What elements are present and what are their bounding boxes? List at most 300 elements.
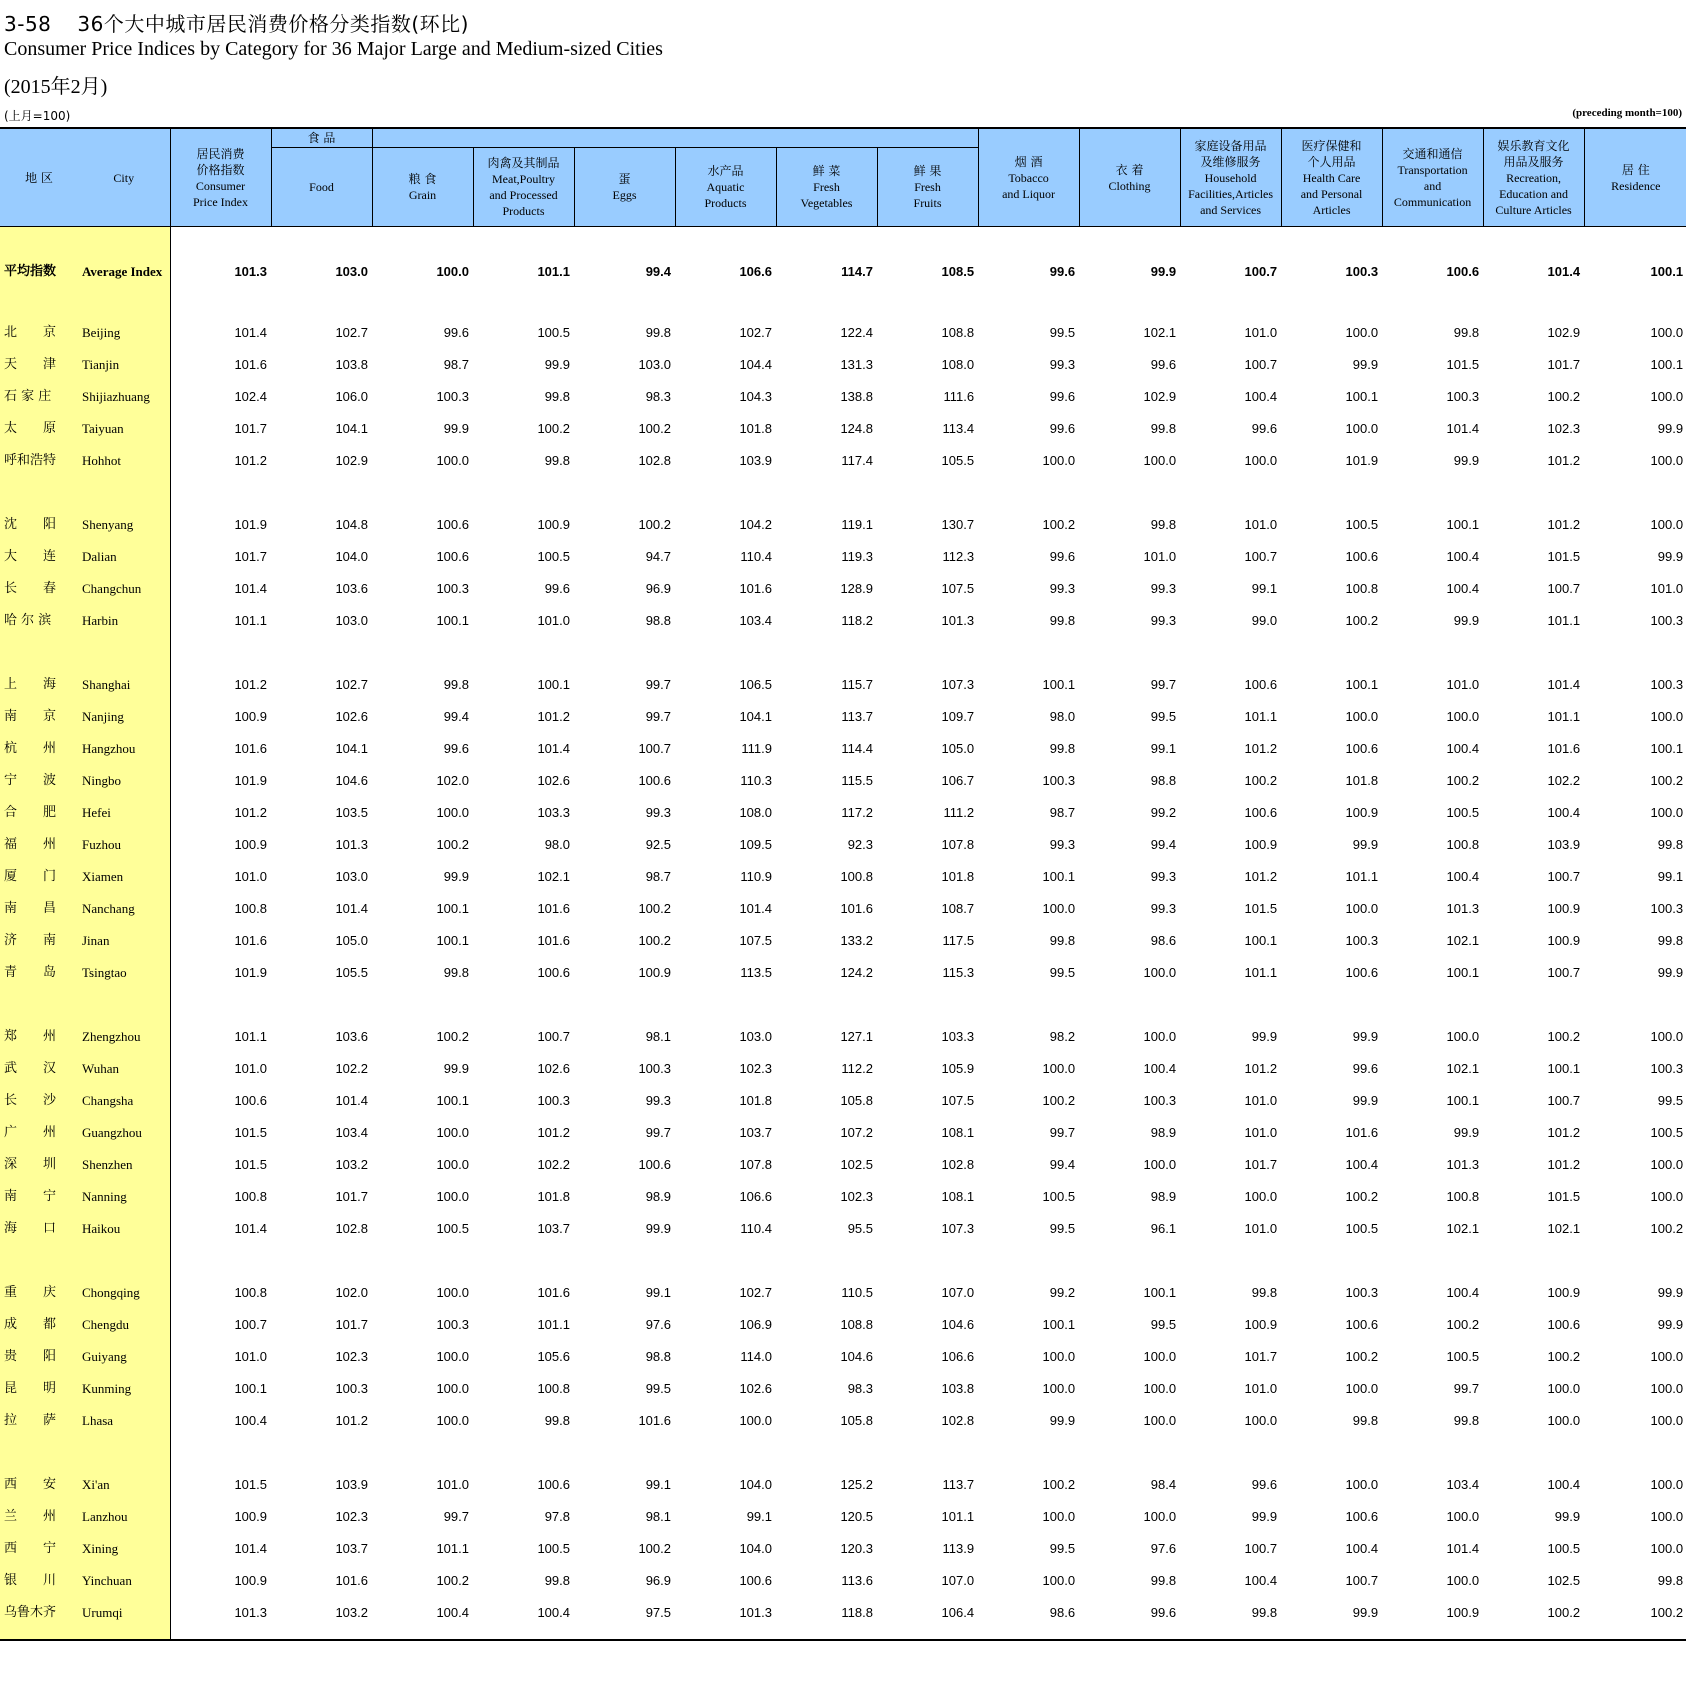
value-cell: 102.5: [840, 1157, 873, 1172]
value-cell: 98.6: [1150, 933, 1177, 948]
value-cell: 99.8: [443, 677, 469, 692]
value-cell: 103.7: [537, 1221, 570, 1236]
value-cell: 100.2: [1042, 1477, 1076, 1492]
value-cell: 99.8: [1657, 933, 1684, 948]
value-cell: 99.4: [1150, 837, 1177, 852]
value-cell: 110.4: [740, 1221, 772, 1236]
value-cell: 100.2: [537, 421, 570, 436]
cpi-table: [0, 127, 1686, 1641]
value-cell: 114.7: [841, 264, 873, 279]
region-cell: 银 川: [0, 1565, 78, 1597]
value-cell: 101.6: [537, 933, 570, 948]
city-cell: Nanjing: [78, 701, 170, 733]
value-cell: 99.5: [1150, 709, 1177, 724]
value-cell: 100.3: [1650, 901, 1684, 916]
value-cell: 98.2: [1049, 1029, 1076, 1044]
value-cell: 101.7: [234, 549, 267, 564]
unit-note-en: (preceding month=100): [1572, 107, 1682, 119]
value-cell: 105.5: [941, 453, 975, 468]
value-cell: 101.0: [234, 1349, 267, 1364]
value-cell: 99.4: [443, 709, 469, 724]
value-cell: 103.0: [335, 613, 368, 628]
spacer-row: [0, 1245, 1686, 1277]
value-cell: 99.7: [1150, 677, 1177, 692]
value-cell: 99.8: [1150, 517, 1177, 532]
value-cell: 100.6: [537, 1477, 570, 1492]
value-cell: 100.0: [1042, 1381, 1076, 1396]
spacer-row: [0, 1437, 1686, 1469]
value-cell: 99.6: [1150, 357, 1177, 372]
value-cell: 100.0: [1650, 1349, 1684, 1364]
value-cell: 103.7: [335, 1541, 368, 1556]
value-cell: 104.1: [335, 741, 368, 756]
value-cell: 101.3: [941, 613, 975, 628]
value-cell: 99.8: [1049, 613, 1076, 628]
value-cell: 100.2: [436, 837, 469, 852]
value-cell: 100.4: [1143, 1061, 1177, 1076]
value-cell: 110.4: [740, 549, 772, 564]
value-cell: 100.8: [537, 1381, 570, 1396]
value-cell: 107.0: [941, 1573, 975, 1588]
value-cell: 99.6: [443, 741, 469, 756]
value-cell: 100.1: [1345, 677, 1379, 692]
region-cell: 宁 波: [0, 765, 78, 797]
spacer-cell: [1079, 989, 1180, 1021]
city-cell: Beijing: [78, 317, 170, 349]
value-cell: 98.9: [1150, 1189, 1177, 1204]
value-cell: 101.2: [1547, 517, 1581, 532]
table-row: [0, 573, 1686, 605]
value-cell: 105.8: [840, 1413, 873, 1428]
value-cell: 99.1: [746, 1509, 772, 1524]
value-cell: 100.6: [1244, 805, 1278, 820]
value-cell: 111.6: [943, 389, 975, 404]
value-cell: 100.2: [1446, 1317, 1480, 1332]
city-cell: Average Index: [78, 227, 170, 318]
spacer-cell: [1180, 1245, 1281, 1277]
value-cell: 102.5: [1547, 1573, 1581, 1588]
value-cell: 92.3: [847, 837, 873, 852]
city-cell: Zhengzhou: [78, 1021, 170, 1053]
value-cell: 99.5: [645, 1381, 671, 1396]
value-cell: 98.1: [645, 1029, 671, 1044]
value-cell: 104.3: [739, 389, 772, 404]
value-cell: 99.3: [645, 805, 671, 820]
value-cell: 103.2: [271, 1597, 372, 1640]
spacer-cell: [170, 989, 271, 1021]
value-cell: 101.0: [1650, 581, 1684, 596]
value-cell: 100.3: [1143, 1093, 1177, 1108]
value-cell: 100.1: [1042, 869, 1076, 884]
table-number: 3-58: [4, 12, 52, 36]
value-cell: 102.8: [638, 453, 671, 468]
value-cell: 131.3: [840, 357, 873, 372]
value-cell: 100.7: [1547, 581, 1581, 596]
value-cell: 100.8: [1446, 1189, 1480, 1204]
table-row: [0, 509, 1686, 541]
region-cell: 大 连: [0, 541, 78, 573]
value-cell: 104.6: [335, 773, 368, 788]
value-cell: 100.2: [1345, 1349, 1379, 1364]
value-cell: 100.6: [436, 517, 469, 532]
spacer-cell: [978, 989, 1079, 1021]
value-cell: 100.3: [1345, 1285, 1379, 1300]
value-cell: 100.8: [234, 901, 267, 916]
value-cell: 128.9: [840, 581, 873, 596]
value-cell: 100.2: [1483, 1597, 1584, 1640]
value-cell: 111.2: [943, 805, 975, 820]
value-cell: 103.4: [739, 613, 772, 628]
value-cell: 101.1: [234, 613, 267, 628]
value-cell: 100.3: [638, 1061, 671, 1076]
value-cell: 99.8: [544, 1573, 570, 1588]
value-cell: 124.8: [840, 421, 873, 436]
header-eggs: 蛋 Eggs: [574, 148, 675, 227]
value-cell: 120.5: [840, 1509, 873, 1524]
value-cell: 101.6: [537, 901, 570, 916]
value-cell: 98.8: [645, 1349, 671, 1364]
value-cell: 100.8: [234, 1285, 267, 1300]
spacer-cell: [1382, 1245, 1483, 1277]
spacer-cell: [78, 989, 170, 1021]
value-cell: 100.0: [1143, 1157, 1177, 1172]
value-cell: 108.0: [941, 357, 975, 372]
value-cell: 99.9: [1281, 1597, 1382, 1640]
spacer-cell: [1281, 1437, 1382, 1469]
value-cell: 103.4: [335, 1125, 368, 1140]
spacer-row: [0, 477, 1686, 509]
value-cell: 110.9: [740, 869, 772, 884]
value-cell: 102.3: [739, 1061, 772, 1076]
spacer-cell: [271, 477, 372, 509]
value-cell: 99.8: [1049, 933, 1076, 948]
value-cell: 101.5: [1446, 357, 1480, 372]
table-row: [0, 797, 1686, 829]
value-cell: 99.2: [1150, 805, 1177, 820]
value-cell: 101.6: [1345, 1125, 1379, 1140]
value-cell: 101.4: [1446, 421, 1480, 436]
header-clothing: 衣 着 Clothing: [1079, 128, 1180, 227]
value-cell: 101.7: [335, 1317, 368, 1332]
value-cell: 100.3: [335, 1381, 368, 1396]
spacer-cell: [574, 1245, 675, 1277]
city-cell: Urumqi: [78, 1597, 170, 1640]
region-cell: 乌鲁木齐: [0, 1597, 78, 1640]
value-cell: 100.2: [638, 421, 671, 436]
value-cell: 101.7: [1244, 1349, 1278, 1364]
value-cell: 100.0: [1042, 901, 1076, 916]
value-cell: 100.3: [1446, 389, 1480, 404]
table-row: [0, 1373, 1686, 1405]
header-grain: 粮 食 Grain: [372, 148, 473, 227]
value-cell: 101.5: [1244, 901, 1278, 916]
value-cell: 100.0: [1244, 1189, 1278, 1204]
value-cell: 100.7: [1244, 357, 1278, 372]
region-cell: 沈 阳: [0, 509, 78, 541]
value-cell: 100.0: [1650, 1381, 1684, 1396]
spacer-cell: [675, 1437, 776, 1469]
value-cell: 103.0: [638, 357, 671, 372]
header-transport: 交通和通信 Transportation and Communication: [1382, 128, 1483, 227]
spacer-row: [0, 989, 1686, 1021]
value-cell: 106.7: [941, 773, 975, 788]
region-cell: 合 肥: [0, 797, 78, 829]
value-cell: 100.9: [234, 837, 267, 852]
value-cell: 107.8: [941, 837, 975, 852]
spacer-cell: [1281, 477, 1382, 509]
value-cell: 103.6: [335, 1029, 368, 1044]
spacer-cell: [271, 637, 372, 669]
value-cell: 100.2: [1244, 773, 1278, 788]
value-cell: 103.9: [1547, 837, 1581, 852]
value-cell: 100.4: [1345, 1157, 1379, 1172]
value-cell: 100.1: [436, 901, 469, 916]
value-cell: 102.1: [1547, 1221, 1581, 1236]
region-cell: 太 原: [0, 413, 78, 445]
value-cell: 99.5: [1049, 1221, 1076, 1236]
value-cell: 105.9: [941, 1061, 975, 1076]
value-cell: 99.9: [1554, 1509, 1581, 1524]
value-cell: 100.6: [1446, 264, 1480, 279]
spacer-cell: [776, 1245, 877, 1277]
value-cell: 99.9: [1657, 1317, 1684, 1332]
value-cell: 113.5: [740, 965, 772, 980]
city-cell: Lanzhou: [78, 1501, 170, 1533]
region-cell: 南 宁: [0, 1181, 78, 1213]
value-cell: 100.0: [1345, 421, 1379, 436]
value-cell: 100.3: [1345, 933, 1379, 948]
value-cell: 101.0: [234, 1061, 267, 1076]
value-cell: 117.2: [841, 805, 873, 820]
value-cell: 108.0: [739, 805, 772, 820]
value-cell: 100.2: [1584, 1597, 1686, 1640]
value-cell: 99.6: [1251, 1477, 1278, 1492]
value-cell: 100.0: [1650, 1413, 1684, 1428]
value-cell: 108.8: [840, 1317, 873, 1332]
value-cell: 104.0: [739, 1541, 772, 1556]
value-cell: 101.6: [234, 357, 267, 372]
value-cell: 106.0: [335, 389, 368, 404]
value-cell: 100.0: [1446, 709, 1480, 724]
value-cell: 109.5: [739, 837, 772, 852]
value-cell: 100.7: [1345, 1573, 1379, 1588]
value-cell: 97.6: [645, 1317, 671, 1332]
value-cell: 100.7: [1547, 869, 1581, 884]
spacer-cell: [271, 989, 372, 1021]
value-cell: 100.1: [1650, 357, 1684, 372]
value-cell: 99.8: [645, 325, 671, 340]
value-cell: 99.8: [544, 1413, 570, 1428]
header-tobacco: 烟 酒 Tobacco and Liquor: [978, 128, 1079, 227]
value-cell: 100.1: [436, 1093, 469, 1108]
value-cell: 127.1: [840, 1029, 873, 1044]
value-cell: 107.3: [941, 1221, 975, 1236]
value-cell: 103.4: [1446, 1477, 1480, 1492]
value-cell: 100.4: [1547, 805, 1581, 820]
value-cell: 101.2: [1244, 1061, 1278, 1076]
value-cell: 99.8: [1352, 1413, 1379, 1428]
table-row: [0, 893, 1686, 925]
value-cell: 100.0: [436, 805, 469, 820]
region-cell: 兰 州: [0, 1501, 78, 1533]
value-cell: 100.0: [1143, 1029, 1177, 1044]
value-cell: 100.2: [1650, 773, 1684, 788]
value-cell: 100.2: [436, 1573, 469, 1588]
value-cell: 104.6: [840, 1349, 873, 1364]
spacer-cell: [1584, 637, 1686, 669]
region-cell: 郑 州: [0, 1021, 78, 1053]
value-cell: 99.6: [1049, 421, 1076, 436]
value-cell: 100.6: [537, 965, 570, 980]
value-cell: 101.5: [234, 1477, 267, 1492]
region-cell: 成 都: [0, 1309, 78, 1341]
city-cell: Fuzhou: [78, 829, 170, 861]
value-cell: 102.1: [1446, 1221, 1480, 1236]
value-cell: 99.8: [1453, 1413, 1480, 1428]
value-cell: 98.9: [1150, 1125, 1177, 1140]
value-cell: 102.8: [941, 1413, 975, 1428]
table-row: [0, 765, 1686, 797]
spacer-cell: [1079, 477, 1180, 509]
value-cell: 100.0: [436, 1125, 469, 1140]
value-cell: 100.1: [436, 613, 469, 628]
city-cell: Chengdu: [78, 1309, 170, 1341]
region-cell: 北 京: [0, 317, 78, 349]
spacer-cell: [877, 989, 978, 1021]
city-cell: Ningbo: [78, 765, 170, 797]
value-cell: 100.0: [1650, 1477, 1684, 1492]
value-cell: 94.7: [645, 549, 671, 564]
value-cell: 100.1: [1446, 1093, 1480, 1108]
value-cell: 99.9: [443, 421, 469, 436]
value-cell: 101.1: [1244, 709, 1278, 724]
value-cell: 104.0: [335, 549, 368, 564]
spacer-cell: [1382, 1437, 1483, 1469]
value-cell: 101.1: [941, 1509, 975, 1524]
value-cell: 99.9: [1049, 1413, 1076, 1428]
spacer-cell: [574, 477, 675, 509]
value-cell: 99.8: [1180, 1597, 1281, 1640]
value-cell: 101.1: [1345, 869, 1379, 884]
value-cell: 102.1: [537, 869, 570, 884]
spacer-cell: [978, 1245, 1079, 1277]
value-cell: 100.5: [537, 325, 570, 340]
value-cell: 101.6: [537, 1285, 570, 1300]
value-cell: 102.0: [436, 773, 469, 788]
value-cell: 101.2: [1244, 741, 1278, 756]
table-row: [0, 1597, 1686, 1640]
value-cell: 101.2: [335, 1413, 368, 1428]
region-cell: 深 圳: [0, 1149, 78, 1181]
region-cell: 南 昌: [0, 893, 78, 925]
value-cell: 98.0: [544, 837, 570, 852]
value-cell: 100.2: [1042, 1093, 1076, 1108]
value-cell: 113.7: [841, 709, 873, 724]
spacer-cell: [877, 477, 978, 509]
value-cell: 99.9: [1352, 1029, 1379, 1044]
value-cell: 101.8: [739, 421, 772, 436]
table-row: [0, 413, 1686, 445]
value-cell: 100.0: [1446, 1509, 1480, 1524]
value-cell: 99.5: [1049, 325, 1076, 340]
spacer-cell: [978, 637, 1079, 669]
value-cell: 101.0: [1446, 677, 1480, 692]
table-title-cn: 36个大中城市居民消费价格分类指数(环比): [77, 12, 469, 36]
value-cell: 100.5: [537, 1541, 570, 1556]
value-cell: 101.5: [1547, 549, 1581, 564]
value-cell: 99.8: [544, 389, 570, 404]
value-cell: 102.9: [1143, 389, 1177, 404]
value-cell: 101.4: [234, 1221, 267, 1236]
spacer-cell: [170, 1437, 271, 1469]
value-cell: 99.9: [1251, 1029, 1278, 1044]
value-cell: 98.1: [645, 1509, 671, 1524]
value-cell: 120.3: [840, 1541, 873, 1556]
spacer-cell: [1584, 989, 1686, 1021]
value-cell: 103.9: [739, 453, 772, 468]
value-cell: 100.5: [1042, 1189, 1076, 1204]
spacer-cell: [574, 989, 675, 1021]
spacer-cell: [473, 477, 574, 509]
value-cell: 101.2: [1244, 869, 1278, 884]
header-health: 医疗保健和 个人用品 Health Care and Personal Articles: [1281, 128, 1382, 227]
value-cell: 101.4: [234, 325, 267, 340]
value-cell: 101.4: [335, 901, 368, 916]
value-cell: 100.9: [1547, 933, 1581, 948]
value-cell: 100.5: [1345, 517, 1379, 532]
value-cell: 102.6: [739, 1381, 772, 1396]
city-cell: Dalian: [78, 541, 170, 573]
value-cell: 100.2: [638, 901, 671, 916]
region-cell: 呼和浩特: [0, 445, 78, 477]
header-household: 家庭设备用品 及维修服务 Household Facilities,Articles and Services: [1180, 128, 1281, 227]
value-cell: 97.5: [574, 1597, 675, 1640]
value-cell: 101.0: [1244, 1221, 1278, 1236]
value-cell: 100.5: [537, 549, 570, 564]
value-cell: 133.2: [840, 933, 873, 948]
city-cell: Taiyuan: [78, 413, 170, 445]
value-cell: 102.7: [739, 1285, 772, 1300]
value-cell: 107.5: [941, 1093, 975, 1108]
value-cell: 101.0: [537, 613, 570, 628]
value-cell: 100.0: [1345, 1381, 1379, 1396]
spacer-cell: [675, 477, 776, 509]
value-cell: 100.6: [234, 1093, 267, 1108]
value-cell: 107.3: [941, 677, 975, 692]
value-cell: 100.1: [1042, 1317, 1076, 1332]
city-cell: Jinan: [78, 925, 170, 957]
value-cell: 101.4: [537, 741, 570, 756]
region-cell: 武 汉: [0, 1053, 78, 1085]
city-cell: Shenyang: [78, 509, 170, 541]
region-cell: 海 口: [0, 1213, 78, 1245]
spacer-cell: [271, 1437, 372, 1469]
spacer-cell: [1483, 1437, 1584, 1469]
value-cell: 100.4: [473, 1597, 574, 1640]
value-cell: 100.0: [1650, 1029, 1684, 1044]
value-cell: 102.2: [1547, 773, 1581, 788]
value-cell: 100.0: [1650, 709, 1684, 724]
value-cell: 103.3: [537, 805, 570, 820]
table-row: [0, 381, 1686, 413]
table-row: [0, 445, 1686, 477]
value-cell: 101.4: [335, 1093, 368, 1108]
value-cell: 100.7: [1547, 965, 1581, 980]
header-vegetables: 鲜 菜 Fresh Vegetables: [776, 148, 877, 227]
value-cell: 107.0: [941, 1285, 975, 1300]
spacer-cell: [877, 1245, 978, 1277]
value-cell: 101.1: [436, 1541, 469, 1556]
